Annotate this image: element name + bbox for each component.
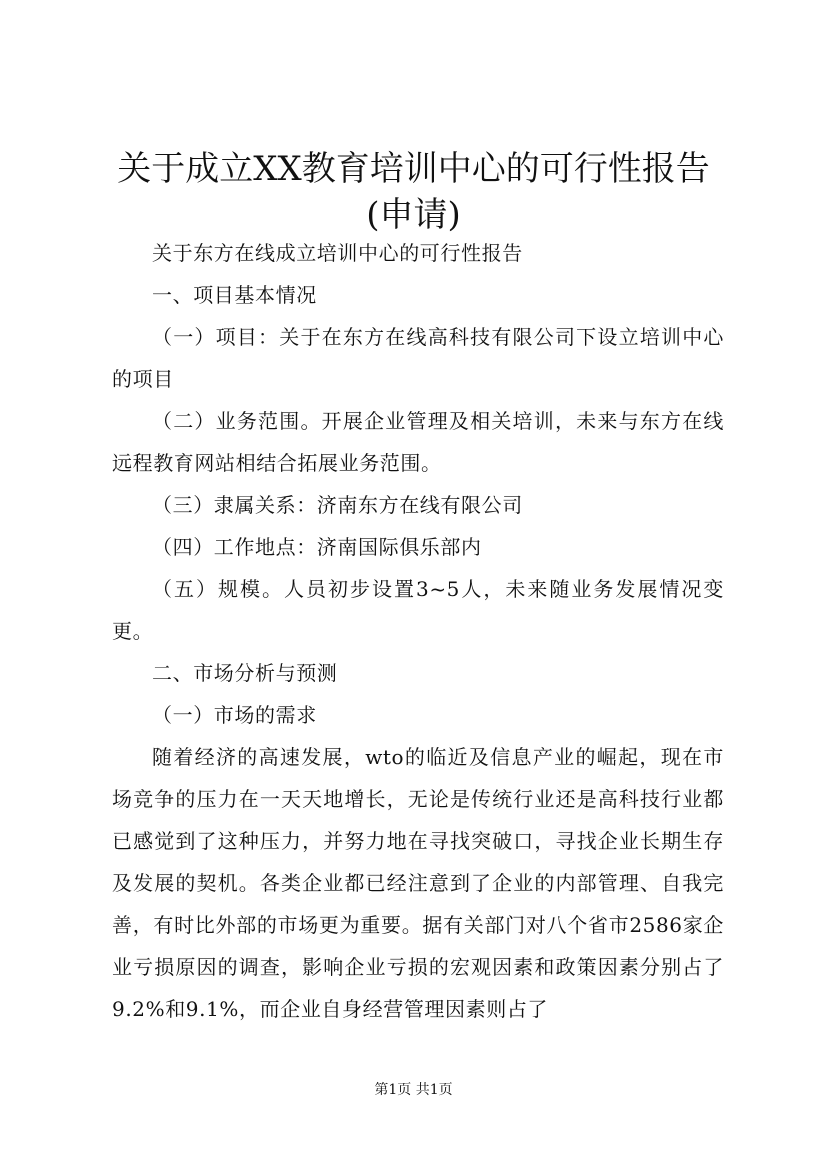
paragraph-business-scope: （二）业务范围。开展企业管理及相关培训，未来与东方在线远程教育网站相结合拓展业务范围。 [112,409,724,475]
document-title: 关于成立XX教育培训中心的可行性报告(申请) [117,149,710,235]
document-body [112,232,724,1030]
paragraph-market-demand-body: 随着经济的高速发展，wto的临近及信息产业的崛起，现在市场竞争的压力在一天天地增长，无论是传统行业还是高科技行业都已感觉到了这种压力，并努力地在寻找突破口，寻找企业长期生存及发展的契机。各类企业都已经注意到了企业的内部管理、自我完善，有时比外部的市场更为重要。据有关部门对八个省市2586家企业亏损原因的调查，影响企业亏损的宏观因素和政策因素分别占了9.2%和9.1%，而企业自身经营管理因素则占了 [112,745,724,1021]
paragraph-project: （一）项目：关于在东方在线高科技有限公司下设立培训中心的项目 [112,325,724,391]
page-footer [0,1080,827,1100]
paragraph-report-subtitle: 关于东方在线成立培训中心的可行性报告 [152,241,523,265]
page-number: 第1页 共1页 [374,1082,453,1098]
paragraph-affiliation: （三）隶属关系：济南东方在线有限公司 [152,493,523,517]
heading-project-overview: 一、项目基本情况 [152,283,317,307]
paragraph-scale: （五）规模。人员初步设置3~5人，未来随业务发展情况变更。 [112,577,724,643]
paragraph-work-location: （四）工作地点：济南国际俱乐部内 [152,535,482,559]
heading-market-demand: （一）市场的需求 [152,703,317,727]
heading-market-analysis: 二、市场分析与预测 [152,661,338,685]
